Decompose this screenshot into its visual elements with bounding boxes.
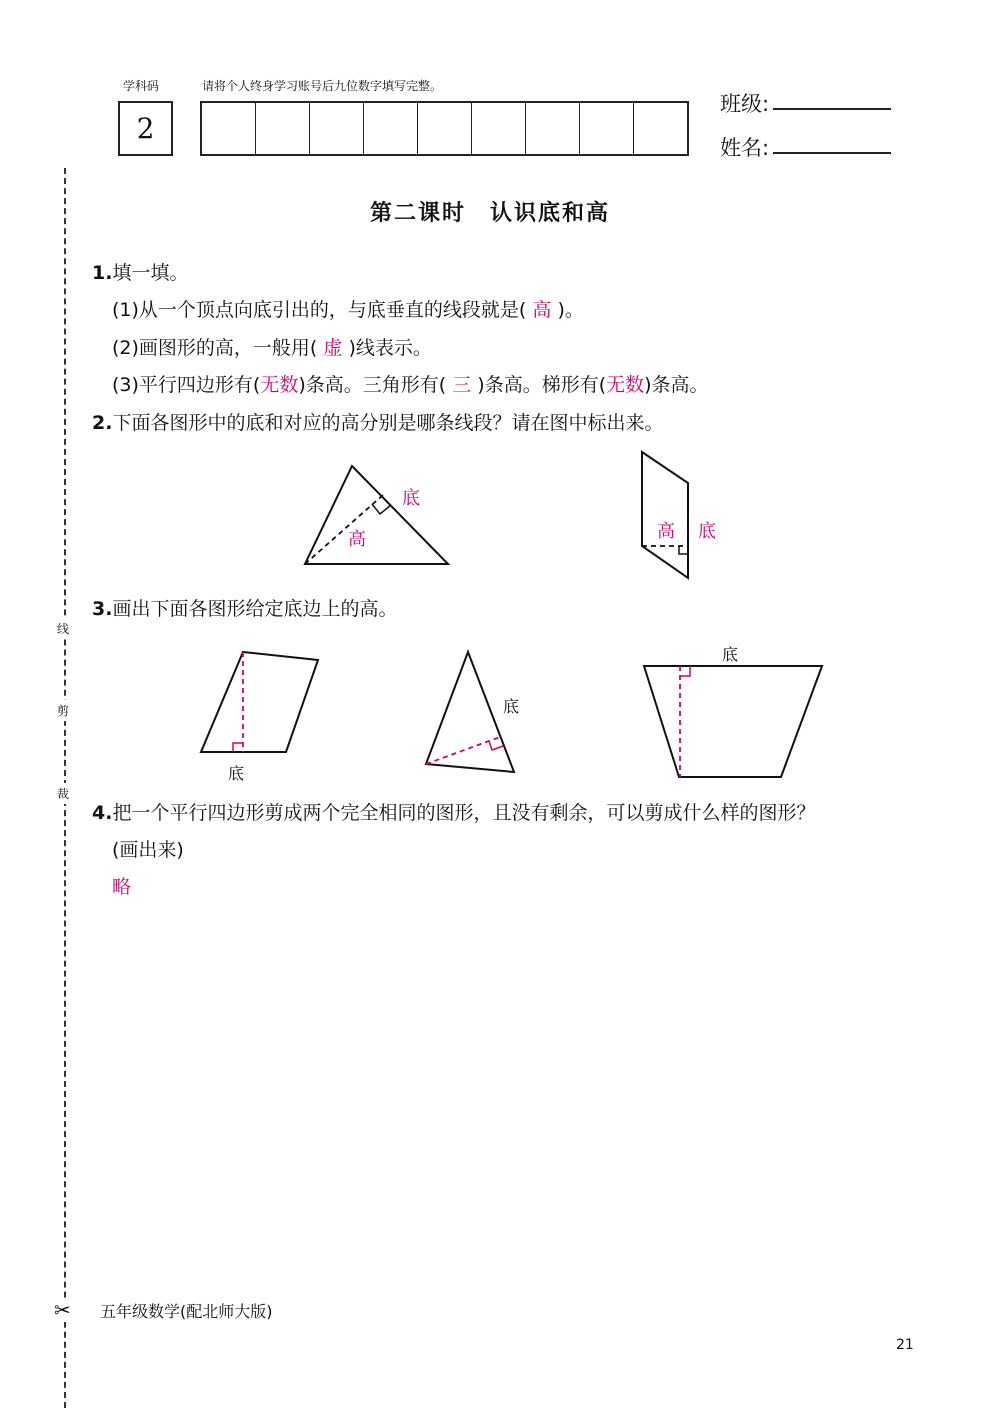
name-label: 姓名: xyxy=(720,136,770,160)
question-number: 1. xyxy=(92,262,113,284)
answer-text: 无数 xyxy=(260,374,299,396)
question-number: 4. xyxy=(92,802,113,824)
item-text: (3)平行四边形有( xyxy=(112,374,261,396)
answer-text: 高 xyxy=(532,299,552,321)
q3-triangle-base-label: 底 xyxy=(503,697,520,716)
question-text: 填一填。 xyxy=(112,262,189,284)
q3-trapezoid-base-label: 底 xyxy=(722,645,739,664)
answer-text: 无数 xyxy=(606,374,645,396)
subject-code-label: 学科码 xyxy=(123,79,160,93)
question-text: 下面各图形中的底和对应的高分别是哪条线段？请在图中标出来。 xyxy=(112,412,664,434)
q3-parallelogram xyxy=(201,652,318,783)
page-number: 21 xyxy=(896,1337,914,1353)
question-4-answer: 略 xyxy=(112,876,132,898)
class-label: 班级: xyxy=(720,92,770,116)
item-text: )条高。 xyxy=(644,374,709,396)
lesson-title: 第二课时 认识底和高 xyxy=(370,201,611,226)
scissors-icon: ✂ xyxy=(54,1298,71,1322)
subject-code-value: 2 xyxy=(136,112,155,145)
margin-char-trim: 裁 xyxy=(57,783,69,804)
q2-parallelogram-base-label: 底 xyxy=(698,521,716,542)
item-text: (2)画图形的高，一般用( xyxy=(112,337,318,359)
item-text: )条高。梯形有( xyxy=(477,374,607,396)
q2-triangle-base-label: 底 xyxy=(402,488,420,509)
item-text: )条高。三角形有( xyxy=(298,374,447,396)
q3-parallelogram-base-label: 底 xyxy=(228,764,245,783)
q2-triangle-height-label: 高 xyxy=(348,529,366,550)
margin-char-cut: 剪 xyxy=(57,700,69,721)
q2-parallelogram-height-label: 高 xyxy=(657,521,675,542)
margin-char-line: 线 xyxy=(57,618,69,639)
account-instruction: 请将个人终身学习账号后九位数字填写完整。 xyxy=(202,79,443,93)
question-4-note: (画出来) xyxy=(112,839,184,861)
q2-parallelogram xyxy=(642,452,716,578)
answer-text: 虚 xyxy=(323,337,343,359)
q2-triangle xyxy=(305,466,448,564)
item-text: )线表示。 xyxy=(348,337,432,359)
footer-book-title: 五年级数学(配北师大版) xyxy=(100,1302,273,1321)
answer-text: 三 xyxy=(452,374,472,396)
question-number: 3. xyxy=(92,598,113,620)
q3-trapezoid xyxy=(644,645,822,777)
q3-triangle xyxy=(426,652,519,772)
question-number: 2. xyxy=(92,412,113,434)
item-text: (1)从一个顶点向底引出的，与底垂直的线段就是( xyxy=(112,299,527,321)
question-text: 把一个平行四边形剪成两个完全相同的图形，且没有剩余，可以剪成什么样的图形？ xyxy=(112,802,816,824)
item-text: )。 xyxy=(557,299,584,321)
question-text: 画出下面各图形给定底边上的高。 xyxy=(112,598,398,620)
